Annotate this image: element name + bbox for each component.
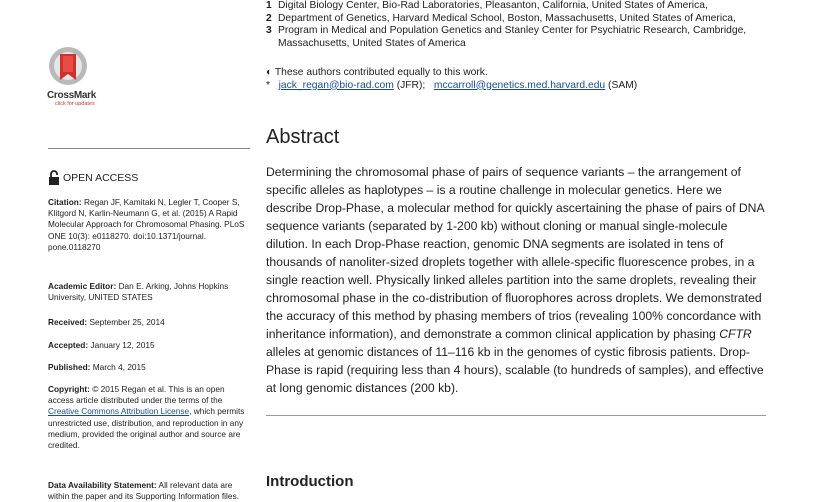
copyright-text-a: © 2015 Regan et al. This is an open access article distributed under the terms of the [48,384,225,406]
open-lock-icon [48,170,60,186]
accepted-date: January 12, 2015 [90,340,155,350]
abstract-heading: Abstract [266,126,340,148]
published-label: Published: [48,362,91,372]
crossmark-sublabel[interactable]: click for updates [55,101,95,107]
copyright-label: Copyright: [48,384,90,394]
copyright-block [48,384,252,451]
star-marker: * [266,79,271,91]
affiliation-1 [266,0,786,13]
data-availability-block [48,480,252,502]
gene-name: CFTR [719,327,752,341]
abstract-text-1: Determining the chromosomal phase of pairs of sequence variants – the arrangement of specific alleles as haplotypes – is a routine challenge in molecular genetics. Here we describe Drop-Phase, a molecular method for quickly ascertaining the phase of pairs of DNA sequence variants (separated by 1-200 kb) without cloning or manual single-molecule dilution. In each Drop-Phase reaction, genomic DNA segments are isolated in tens of thousands of nanoliter-sized droplets together with allele-specific fluorescence probes, in a single reaction well. Physically linked alleles partition into the same droplets, revealing their chromosomal phase in the co-distribution of fluorophores across droplets. We demonstrated the accuracy of this method by phasing members of trios (revealing 100% concordance with inheritance information), and demonstrate a common clinical application by phasing [266,165,764,341]
email-tag: (SAM) [608,79,638,91]
email-link-mccarroll[interactable]: mccarroll@genetics.med.harvard.edu [433,79,606,91]
introduction-heading: Introduction [266,473,354,490]
accepted-label: Accepted: [48,340,89,350]
copyright-text-b: , which permits unrestricted use, distribution, and reproduction in any medium, provided the original author and source are credited. [48,406,245,451]
abstract-divider [266,415,766,416]
correspondence-line [266,80,786,93]
editor-block [48,281,252,303]
affiliation-number: 2 [266,12,272,24]
affiliation-text: Digital Biology Center, Bio-Rad Laboratories, Pleasanton, California, United States of America, [278,0,708,11]
affiliation-text: Department of Genetics, Harvard Medical School, Boston, Massachusetts, United States of America, [278,12,736,24]
published-block [48,362,252,373]
affiliation-3 [266,25,786,50]
affiliation-2 [266,13,786,26]
received-date: September 25, 2014 [89,317,165,327]
license-link[interactable]: Creative Commons Attribution License [48,406,190,417]
received-label: Received: [48,317,88,327]
published-date: March 4, 2015 [92,362,146,372]
affiliations [266,0,786,50]
left-divider [48,148,250,149]
email-tag: (JFR); [396,79,426,91]
abstract-body [266,163,771,397]
author-notes [266,67,786,92]
accepted-block [48,340,252,351]
affiliation-number: 1 [266,0,272,11]
citation-text: Regan JF, Kamitaki N, Legler T, Cooper S, Klitgord N, Karlin-Neumann G, et al. (2015) A Rapid Molecular Approach for Chromosomal Phasing. PLoS ONE 10(3): e0118270. doi:10.1371/journal. pone.0118270 [48,197,245,252]
editor-text: Dan E. Arking, Johns Hopkins University, UNITED STATES [48,281,229,303]
abstract-text-2: alleles at genomic distances of 11–116 kb in the genomes of cystic fibrosis patients. Drop-Phase is rapid (requiring less than 4 hours), scalable (to hundreds of samples), and effective at long genomic distances (200 kb). [266,345,764,395]
equal-contribution-note: ◐ These authors contributed equally to this work. [266,67,488,78]
affiliation-number: 3 [266,25,272,37]
citation-label: Citation: [48,197,82,207]
email-link-regan[interactable]: jack_regan@bio-rad.com [278,79,394,91]
editor-label: Academic Editor: [48,281,117,291]
crossmark-label[interactable]: CrossMark [47,90,96,101]
data-availability-text: All relevant data are within the paper and its Supporting Information files. [48,480,239,502]
open-access-label: OPEN ACCESS [63,172,139,184]
citation-block [48,197,252,253]
affiliation-text: Program in Medical and Population Genetics and Stanley Center for Psychiatric Research, Cambridge, Massachusetts, United States of America [278,25,747,49]
received-block [48,317,252,328]
data-availability-label: Data Availability Statement: [48,480,157,490]
open-access-badge [48,170,248,186]
